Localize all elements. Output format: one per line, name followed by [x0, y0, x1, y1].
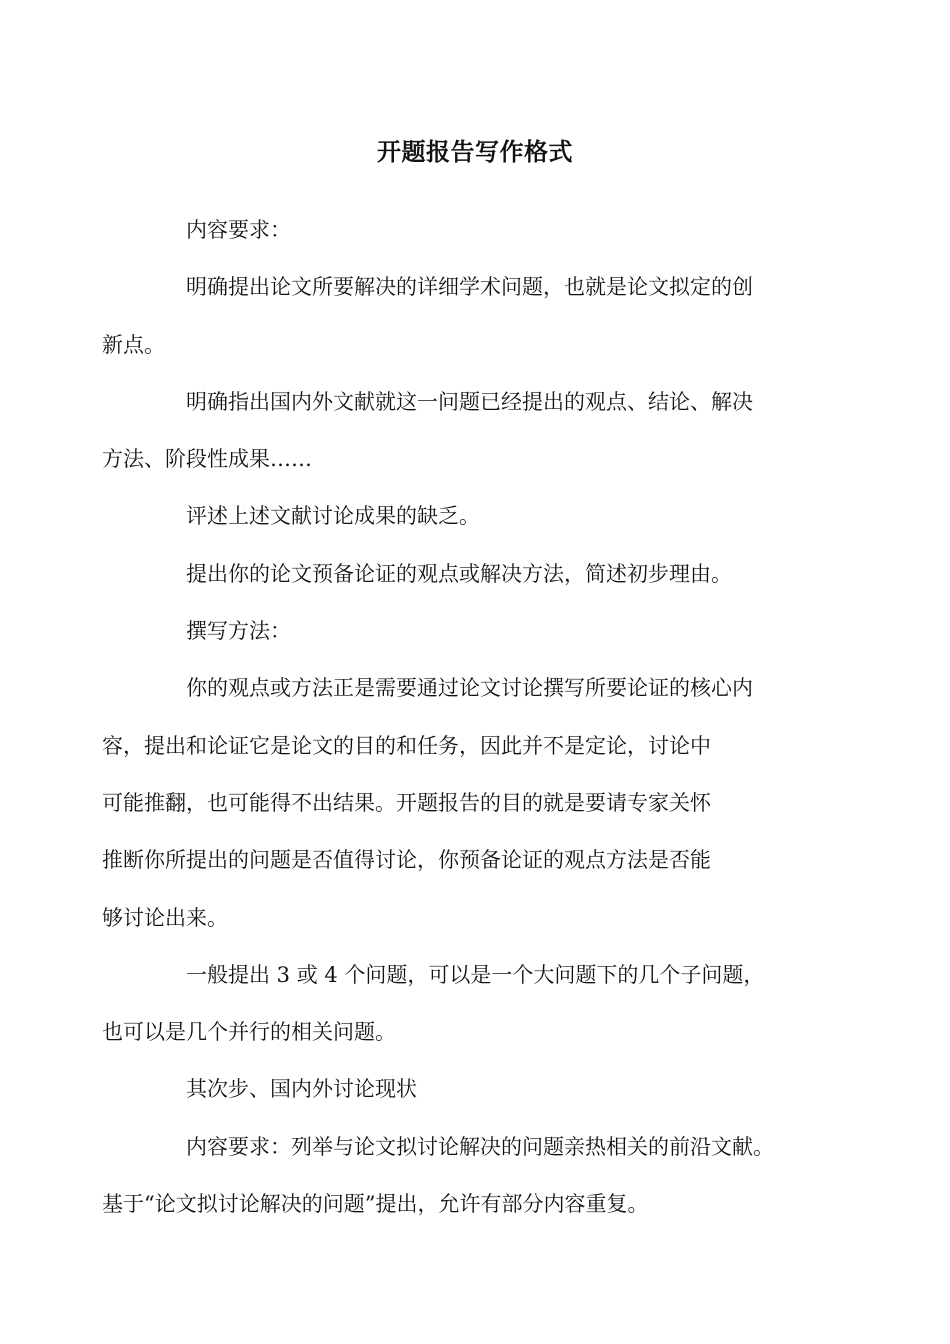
paragraph-line: 你的观点或方法正是需要通过论文讨论撰写所要论证的核心内: [186, 676, 753, 701]
paragraph-line: 可能推翻，也可能得不出结果。开题报告的目的就是要请专家关怀: [102, 790, 711, 815]
paragraph: [102, 1119, 809, 1234]
paragraph: [102, 259, 809, 374]
paragraph: [144, 1061, 809, 1118]
paragraph: [144, 603, 809, 660]
document-body: [102, 202, 809, 1233]
paragraph-line: 内容要求：: [186, 218, 291, 242]
paragraph-line: 内容要求：列举与论文拟讨论解决的问题亲热相关的前沿文献。: [186, 1134, 774, 1159]
paragraph: [102, 374, 809, 489]
document-title: 开题报告写作格式: [377, 138, 573, 166]
paragraph-line: 容，提出和论证它是论文的目的和任务，因此并不是定论，讨论中: [102, 733, 711, 758]
paragraph-line: 推断你所提出的问题是否值得讨论，你预备论证的观点方法是否能: [102, 848, 711, 873]
paragraph: [102, 660, 809, 946]
paragraph-line: 撰写方法：: [186, 619, 291, 644]
paragraph: [144, 546, 809, 603]
paragraph: [144, 202, 809, 259]
paragraph: [102, 947, 809, 1062]
paragraph-line: 基于“论文拟讨论解决的问题”提出，允许有部分内容重复。: [102, 1192, 649, 1217]
paragraph-line: 评述上述文献讨论成果的缺乏。: [186, 504, 480, 529]
paragraph-line: 明确提出论文所要解决的详细学术问题，也就是论文拟定的创: [186, 275, 753, 300]
paragraph-line: 明确指出国内外文献就这一问题已经提出的观点、结论、解决: [186, 389, 753, 414]
paragraph-line: 新点。: [102, 332, 165, 357]
paragraph-line: 方法、阶段性成果……: [102, 447, 312, 472]
paragraph: [144, 488, 809, 545]
paragraph-line: 够讨论出来。: [102, 905, 228, 930]
paragraph-line: 其次步、国内外讨论现状: [186, 1077, 417, 1102]
paragraph-line: 一般提出 3 或 4 个问题，可以是一个大问题下的几个子问题，: [186, 962, 765, 987]
paragraph-line: 提出你的论文预备论证的观点或解决方法，简述初步理由。: [186, 561, 732, 586]
paragraph-line: 也可以是几个并行的相关问题。: [102, 1020, 396, 1045]
